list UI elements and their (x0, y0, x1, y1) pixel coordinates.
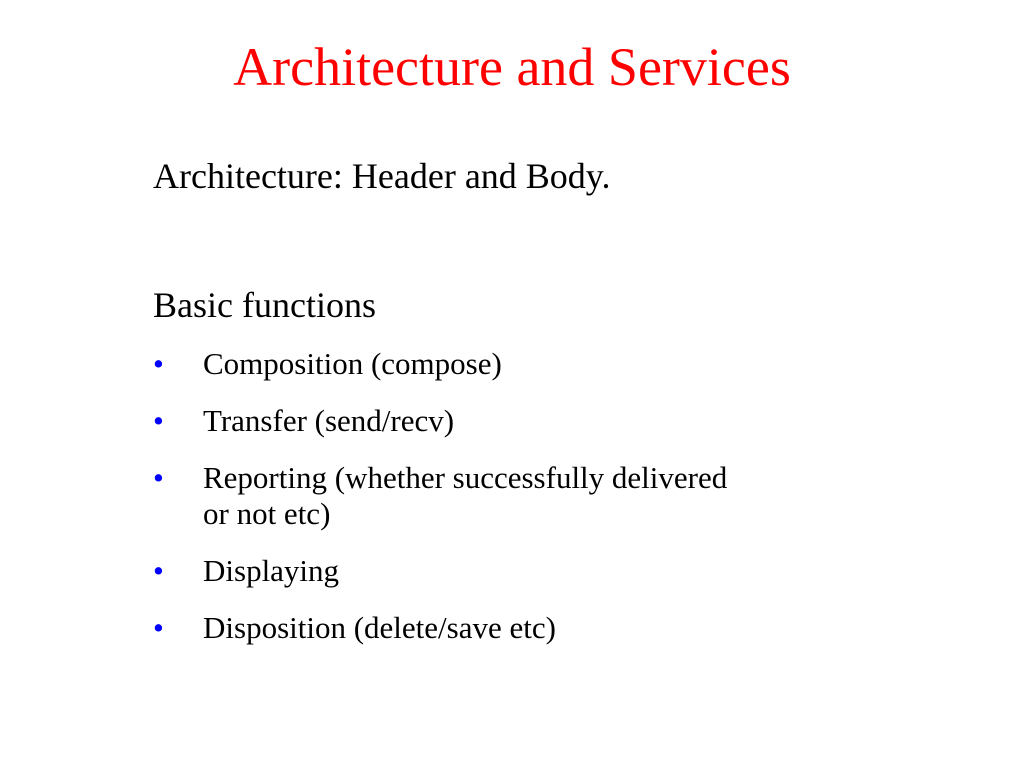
list-item-text: Composition (compose) (203, 346, 502, 381)
basic-functions-heading: Basic functions (153, 285, 376, 325)
bullet-icon: • (153, 610, 164, 645)
basic-functions-list (153, 346, 743, 667)
architecture-text: Architecture: Header and Body. (153, 156, 611, 196)
bullet-icon: • (153, 403, 164, 438)
bullet-icon: • (153, 553, 164, 588)
list-item (153, 610, 743, 646)
list-item (153, 403, 743, 439)
bullet-icon: • (153, 460, 164, 495)
list-item-text: Disposition (delete/save etc) (203, 610, 556, 645)
list-item (153, 346, 743, 382)
list-item (153, 553, 743, 589)
list-item (153, 460, 743, 532)
slide-title: Architecture and Services (233, 37, 791, 97)
list-item-text: Displaying (203, 553, 340, 588)
bullet-icon: • (153, 346, 164, 381)
list-item-text: Reporting (whether successfully delivered or not etc) (203, 460, 728, 531)
list-item-text: Transfer (send/recv) (203, 403, 455, 438)
